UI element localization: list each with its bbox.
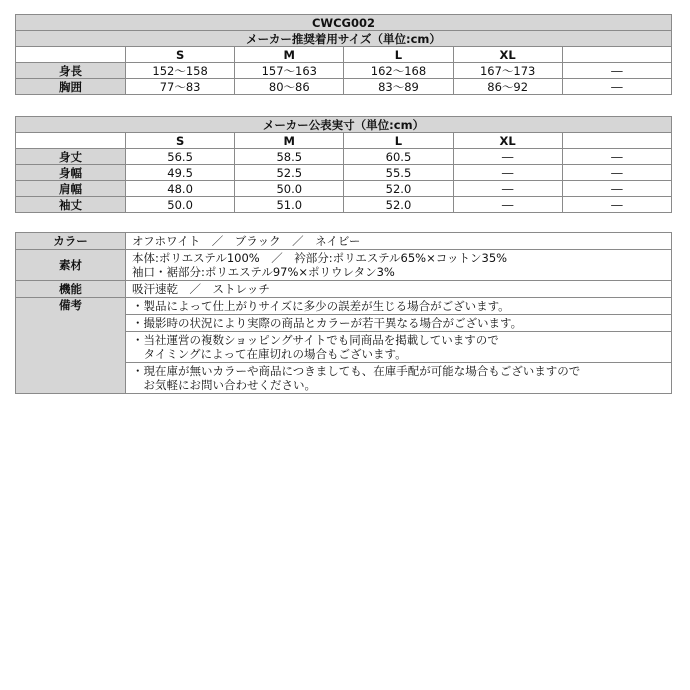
note-item bbox=[126, 363, 672, 394]
size-l: L bbox=[344, 133, 453, 149]
function-row bbox=[16, 281, 672, 298]
color-label: カラー bbox=[16, 233, 126, 250]
size-blank bbox=[562, 133, 671, 149]
cell-value: 58.5 bbox=[235, 149, 344, 165]
color-value: オフホワイト ／ ブラック ／ ネイビー bbox=[126, 233, 672, 250]
cell-value: ― bbox=[562, 79, 671, 95]
note-line: ・当社運営の複数ショッピングサイトでも同商品を掲載していますので bbox=[132, 333, 499, 347]
table-row bbox=[16, 149, 672, 165]
cell-value: ― bbox=[562, 197, 671, 213]
note-line: お気軽にお問い合わせください。 bbox=[132, 378, 316, 392]
color-row bbox=[16, 233, 672, 250]
product-code: CWCG002 bbox=[16, 15, 672, 31]
cell-value: 56.5 bbox=[126, 149, 235, 165]
size-s: S bbox=[126, 47, 235, 63]
cell-value: 52.5 bbox=[235, 165, 344, 181]
cell-value: ― bbox=[562, 181, 671, 197]
note-item: ・製品によって仕上がりサイズに多少の誤差が生じる場合がございます。 bbox=[126, 298, 672, 315]
size-m: M bbox=[235, 133, 344, 149]
cell-value: 86～92 bbox=[453, 79, 562, 95]
row-label: 身幅 bbox=[16, 165, 126, 181]
cell-value: ― bbox=[453, 149, 562, 165]
row-label: 袖丈 bbox=[16, 197, 126, 213]
table-row bbox=[16, 181, 672, 197]
cell-value: 157～163 bbox=[235, 63, 344, 79]
cell-value: 80～86 bbox=[235, 79, 344, 95]
row-label: 身丈 bbox=[16, 149, 126, 165]
size-xl: XL bbox=[453, 133, 562, 149]
note-line: タイミングによって在庫切れの場合もございます。 bbox=[132, 347, 407, 361]
corner-cell bbox=[16, 133, 126, 149]
material-label: 素材 bbox=[16, 250, 126, 281]
table-row bbox=[16, 79, 672, 95]
table-row bbox=[16, 197, 672, 213]
material-value bbox=[126, 250, 672, 281]
table-row bbox=[16, 165, 672, 181]
cell-value: ― bbox=[453, 165, 562, 181]
cell-value: 60.5 bbox=[344, 149, 453, 165]
cell-value: 48.0 bbox=[126, 181, 235, 197]
cell-value: 49.5 bbox=[126, 165, 235, 181]
cell-value: 52.0 bbox=[344, 197, 453, 213]
cell-value: 55.5 bbox=[344, 165, 453, 181]
cell-value: 162～168 bbox=[344, 63, 453, 79]
size-header-row bbox=[16, 133, 672, 149]
cell-value: ― bbox=[562, 63, 671, 79]
row-label: 身長 bbox=[16, 63, 126, 79]
cell-value: 50.0 bbox=[235, 181, 344, 197]
recommended-size-title: メーカー推奨着用サイズ（単位:cm） bbox=[16, 31, 672, 47]
cell-value: 51.0 bbox=[235, 197, 344, 213]
cell-value: 52.0 bbox=[344, 181, 453, 197]
cell-value: ― bbox=[562, 149, 671, 165]
material-row bbox=[16, 250, 672, 281]
table-row bbox=[16, 63, 672, 79]
size-m: M bbox=[235, 47, 344, 63]
product-details-table bbox=[15, 232, 672, 394]
note-line: ・現在庫が無いカラーや商品につきましても、在庫手配が可能な場合もございますので bbox=[132, 364, 581, 378]
note-item bbox=[126, 332, 672, 363]
function-value: 吸汗速乾 ／ ストレッチ bbox=[126, 281, 672, 298]
size-l: L bbox=[344, 47, 453, 63]
cell-value: ― bbox=[453, 181, 562, 197]
actual-size-title: メーカー公表実寸（単位:cm） bbox=[16, 117, 672, 133]
recommended-size-table bbox=[15, 14, 672, 95]
cell-value: 167～173 bbox=[453, 63, 562, 79]
size-blank bbox=[562, 47, 671, 63]
function-label: 機能 bbox=[16, 281, 126, 298]
cell-value: 77～83 bbox=[126, 79, 235, 95]
notes-label: 備考 bbox=[16, 298, 126, 394]
material-line: 袖口・裾部分:ポリエステル97%×ポリウレタン3% bbox=[132, 265, 395, 279]
cell-value: 152～158 bbox=[126, 63, 235, 79]
material-line: 本体:ポリエステル100% ／ 衿部分:ポリエステル65%×コットン35% bbox=[132, 251, 508, 265]
actual-size-table bbox=[15, 116, 672, 213]
cell-value: ― bbox=[453, 197, 562, 213]
row-label: 胸囲 bbox=[16, 79, 126, 95]
size-xl: XL bbox=[453, 47, 562, 63]
corner-cell bbox=[16, 47, 126, 63]
size-header-row bbox=[16, 47, 672, 63]
size-s: S bbox=[126, 133, 235, 149]
row-label: 肩幅 bbox=[16, 181, 126, 197]
cell-value: ― bbox=[562, 165, 671, 181]
cell-value: 83～89 bbox=[344, 79, 453, 95]
cell-value: 50.0 bbox=[126, 197, 235, 213]
note-item: ・撮影時の状況により実際の商品とカラーが若干異なる場合がございます。 bbox=[126, 315, 672, 332]
note-row bbox=[16, 298, 672, 315]
